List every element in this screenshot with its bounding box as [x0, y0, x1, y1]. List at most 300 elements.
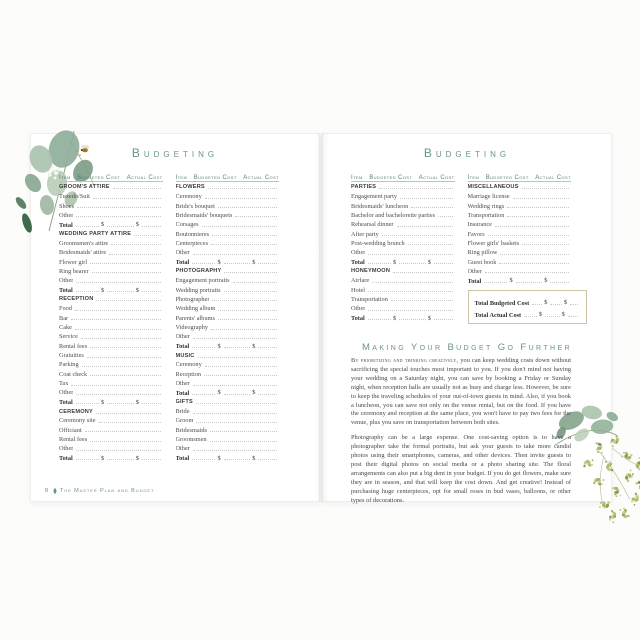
budget-item-row	[176, 238, 280, 247]
item-label: Bachelor and bachelorette parties	[351, 211, 436, 219]
dotted-leader	[111, 244, 160, 245]
item-label: Post-wedding brunch	[351, 239, 405, 247]
dotted-leader	[205, 366, 277, 367]
dotted-leader	[368, 263, 391, 264]
total-label: Total	[175, 343, 190, 351]
dotted-leader	[96, 413, 161, 414]
item-label: Videography	[175, 324, 208, 331]
dotted-leader	[499, 263, 569, 264]
budget-item-row	[176, 360, 280, 369]
budget-item-row	[176, 191, 280, 200]
dotted-leader	[76, 226, 99, 227]
dotted-leader	[372, 282, 452, 283]
budget-item-row	[59, 266, 163, 275]
budget-item-row	[59, 247, 163, 256]
dotted-leader	[76, 459, 99, 460]
budget-item-row	[176, 434, 280, 443]
dotted-leader	[142, 291, 161, 292]
actual-cost-header: Actual Cost	[126, 175, 163, 181]
dotted-leader	[192, 263, 215, 264]
budget-item-row	[176, 303, 280, 312]
budget-total-row	[351, 257, 455, 266]
item-label: Transportation	[467, 211, 505, 219]
budget-item-row	[176, 247, 280, 256]
total-label: Total	[59, 455, 73, 463]
budget-item-row	[176, 369, 280, 378]
dollar-sign: $	[509, 277, 513, 285]
dotted-leader	[76, 403, 99, 404]
budget-item-row	[59, 350, 163, 359]
budget-item-row	[59, 332, 163, 341]
dotted-leader	[210, 441, 277, 442]
dotted-leader	[198, 357, 277, 358]
dotted-leader	[570, 304, 578, 305]
dollar-sign: $	[252, 342, 256, 350]
budget-item-row	[59, 210, 163, 219]
section-heading: MUSIC	[175, 352, 195, 359]
budget-item-row	[59, 425, 163, 434]
dotted-leader	[107, 291, 134, 292]
dotted-leader	[90, 263, 160, 264]
item-label: Other	[59, 445, 74, 453]
budget-total-row	[59, 285, 163, 294]
dotted-leader	[85, 431, 161, 432]
dotted-leader	[568, 316, 578, 317]
dotted-leader	[211, 244, 277, 245]
budget-section-row	[176, 266, 280, 275]
dotted-leader	[193, 338, 277, 339]
article-heading: Making Your Budget Go Further	[361, 342, 573, 353]
dotted-leader	[218, 207, 277, 208]
budgeted-cost-header: Budgeted Cost	[485, 175, 529, 181]
page-footer	[45, 488, 154, 494]
section-heading: HONEYMOON	[351, 268, 391, 275]
dotted-leader	[76, 291, 99, 292]
dollar-sign: $	[561, 311, 565, 319]
dotted-leader	[500, 254, 569, 255]
dotted-leader	[495, 226, 569, 227]
budget-item-row	[176, 444, 280, 453]
dotted-leader	[212, 235, 277, 236]
dollar-sign: $	[252, 258, 256, 266]
item-label: Tax	[59, 380, 69, 388]
item-label: Officiant	[59, 426, 82, 434]
dotted-leader	[545, 316, 560, 317]
item-header: Item	[351, 175, 363, 181]
budget-item-row	[59, 257, 163, 266]
budget-item-row	[351, 219, 455, 228]
budget-item-row	[59, 275, 163, 284]
item-label: Other	[59, 211, 74, 219]
dotted-leader	[113, 188, 161, 189]
dotted-leader	[507, 216, 569, 217]
dotted-leader	[77, 207, 160, 208]
dotted-leader	[399, 263, 426, 264]
dollar-sign: $	[217, 454, 221, 462]
item-label: Ceremony site	[59, 417, 96, 425]
dollar-sign: $	[135, 398, 139, 406]
dotted-leader	[90, 375, 160, 376]
budget-item-row	[176, 332, 280, 341]
budget-total-row	[59, 397, 163, 406]
budget-section-row	[176, 397, 280, 406]
budget-item-row	[176, 229, 280, 238]
item-label: Reception	[175, 370, 202, 378]
budget-item-row	[176, 210, 280, 219]
budget-column	[59, 171, 163, 462]
dollar-sign: $	[100, 286, 105, 294]
section-heading: PARTIES	[351, 184, 377, 191]
dotted-leader	[92, 272, 161, 273]
budget-item-row	[176, 378, 280, 387]
section-heading: WEDDING PARTY ATTIRE	[59, 231, 132, 238]
section-heading: CEREMONY	[59, 408, 93, 415]
article-body	[351, 357, 571, 512]
dollar-sign: $	[392, 314, 397, 322]
budget-section-row	[59, 294, 163, 303]
item-header: Item	[59, 175, 71, 181]
dotted-leader	[87, 357, 161, 358]
budget-item-row	[468, 201, 572, 210]
item-header: Item	[467, 175, 480, 181]
dotted-leader	[484, 282, 507, 283]
actual-cost-header: Actual Cost	[243, 175, 279, 181]
budget-total-row	[176, 257, 280, 266]
budget-item-row	[468, 191, 572, 200]
item-label: Wedding portraits	[175, 286, 221, 294]
budget-item-row	[351, 275, 455, 284]
budgeted-cost-header: Budgeted Cost	[193, 175, 237, 181]
dotted-leader	[109, 254, 160, 255]
budgeted-cost-header: Budgeted Cost	[369, 175, 413, 181]
dotted-leader	[513, 198, 569, 199]
item-label: Other	[175, 249, 190, 257]
budget-item-row	[59, 378, 163, 387]
dotted-leader	[233, 282, 277, 283]
dotted-leader	[532, 304, 542, 305]
item-label: Bride's bouquet	[175, 202, 215, 210]
dotted-leader	[522, 244, 569, 245]
item-label: Parking	[59, 361, 79, 369]
item-label: Other	[467, 267, 482, 275]
dotted-leader	[258, 459, 277, 460]
dotted-leader	[196, 403, 277, 404]
item-label: Groom	[175, 417, 194, 425]
page-title: Budgeting	[423, 146, 511, 160]
dotted-leader	[368, 310, 452, 311]
item-label: Airfare	[351, 277, 370, 285]
budget-column	[176, 171, 280, 462]
dotted-leader	[212, 300, 277, 301]
item-label: Groomsmen's attire	[59, 239, 109, 247]
budget-item-row	[59, 388, 163, 397]
dotted-leader	[218, 319, 277, 320]
item-header: Item	[175, 175, 188, 181]
budget-item-row	[59, 303, 163, 312]
item-label: Tuxedo/Suit	[59, 193, 90, 201]
item-label: Bridesmaids' luncheon	[351, 202, 409, 210]
dotted-leader	[75, 310, 161, 311]
dotted-leader	[142, 459, 161, 460]
budget-item-row	[468, 229, 572, 238]
item-label: Wedding album	[175, 305, 216, 313]
item-label: After party	[351, 230, 379, 238]
budget-item-row	[59, 322, 163, 331]
item-label: Bride	[175, 408, 190, 416]
section-heading: GROOM'S ATTIRE	[59, 184, 110, 191]
dotted-leader	[204, 375, 277, 376]
item-label: Wedding rings	[467, 202, 505, 210]
item-label: Cake	[59, 324, 72, 331]
total-label: Total	[59, 221, 73, 229]
dotted-leader	[208, 188, 277, 189]
budget-item-row	[59, 434, 163, 443]
dollar-sign: $	[252, 389, 256, 397]
budget-section-row	[59, 182, 163, 191]
dotted-leader	[224, 347, 251, 348]
section-heading: PHOTOGRAPHY	[175, 268, 222, 275]
budget-item-row	[468, 219, 572, 228]
dotted-leader	[393, 272, 452, 273]
budget-item-row	[468, 266, 572, 275]
dotted-leader	[524, 316, 537, 317]
budget-section-row	[176, 350, 280, 359]
dotted-leader	[379, 188, 452, 189]
item-label: Hotel	[351, 286, 365, 294]
grand-total-label: Total Budgeted Cost	[474, 299, 530, 307]
budget-table-left-page	[59, 171, 279, 462]
fleuron-icon	[52, 488, 58, 494]
budget-section-row	[59, 229, 163, 238]
item-label: Other	[175, 445, 190, 453]
total-label: Total	[175, 389, 190, 397]
budget-item-row	[468, 257, 572, 266]
page-title: Budgeting	[131, 146, 219, 160]
item-label: Ceremony	[175, 193, 202, 201]
budget-item-row	[59, 191, 163, 200]
item-label: Ceremony	[175, 361, 202, 369]
dotted-leader	[107, 459, 134, 460]
grand-total-label: Total Actual Cost	[474, 311, 522, 319]
item-label: Ring bearer	[59, 267, 89, 275]
dotted-leader	[193, 450, 277, 451]
item-label: Insurance	[467, 221, 492, 229]
dotted-leader	[368, 319, 391, 320]
budget-total-row	[176, 453, 280, 462]
dollar-sign: $	[427, 258, 431, 266]
budget-item-row	[176, 313, 280, 322]
budget-item-row	[351, 247, 455, 256]
dotted-leader	[90, 347, 160, 348]
budget-item-row	[59, 369, 163, 378]
item-label: Ring pillow	[467, 249, 498, 257]
dollar-sign: $	[538, 311, 543, 319]
item-label: Bridesmaids' bouquets	[175, 211, 233, 219]
item-label: Guest book	[467, 258, 497, 266]
dotted-leader	[142, 403, 161, 404]
budget-item-row	[176, 416, 280, 425]
budget-total-row	[351, 313, 455, 322]
section-heading: RECEPTION	[59, 296, 94, 303]
item-label: Other	[59, 277, 74, 285]
budget-item-row	[59, 341, 163, 350]
item-label: Gratuities	[59, 352, 84, 360]
dollar-sign: $	[217, 342, 221, 350]
dotted-leader	[434, 319, 453, 320]
dollar-sign: $	[217, 258, 221, 266]
item-label: Engagement portraits	[175, 277, 230, 285]
budget-item-row	[468, 238, 572, 247]
item-label: Other	[59, 389, 74, 397]
budget-item-row	[59, 444, 163, 453]
dollar-sign: $	[135, 454, 139, 462]
dotted-leader	[224, 459, 251, 460]
budget-item-row	[351, 303, 455, 312]
dotted-leader	[107, 403, 134, 404]
dotted-leader	[224, 272, 277, 273]
budget-item-row	[59, 238, 163, 247]
dotted-leader	[96, 300, 160, 301]
budget-item-row	[351, 238, 455, 247]
dotted-leader	[75, 329, 161, 330]
page-number: 8	[45, 488, 50, 494]
dotted-leader	[193, 254, 277, 255]
budgeted-cost-header: Budgeted Cost	[77, 175, 121, 181]
budget-item-row	[59, 313, 163, 322]
dollar-sign: $	[427, 314, 431, 322]
budget-section-row	[468, 182, 572, 191]
dotted-leader	[76, 216, 160, 217]
budget-item-row	[176, 285, 280, 294]
lead-in-small-caps: By prioritizing and thinking creatively,	[351, 357, 459, 364]
dotted-leader	[391, 300, 453, 301]
item-label: Food	[59, 305, 72, 313]
section-heading: MISCELLANEOUS	[467, 184, 519, 191]
dotted-leader	[211, 329, 277, 330]
dotted-leader	[438, 216, 452, 217]
item-label: Groomsmen	[175, 436, 207, 444]
dotted-leader	[522, 188, 569, 189]
item-label: Photographer	[175, 295, 210, 303]
dotted-leader	[485, 272, 569, 273]
section-heading: GIFTS	[175, 399, 193, 406]
budget-item-row	[351, 201, 455, 210]
dotted-leader	[258, 347, 277, 348]
item-label: Other	[351, 249, 366, 257]
budget-section-row	[59, 406, 163, 415]
dotted-leader	[516, 282, 543, 283]
dotted-leader	[193, 385, 277, 386]
dollar-sign: $	[100, 221, 105, 229]
budget-item-row	[351, 191, 455, 200]
dotted-leader	[192, 459, 215, 460]
dotted-leader	[258, 394, 277, 395]
dotted-leader	[76, 450, 160, 451]
item-label: Rental fees	[59, 342, 88, 350]
total-label: Total	[351, 259, 365, 267]
actual-cost-header: Actual Cost	[418, 175, 455, 181]
item-label: Service	[59, 333, 78, 341]
total-label: Total	[59, 399, 73, 407]
grand-totals-box	[468, 290, 588, 324]
dollar-sign: $	[135, 286, 139, 294]
dollar-sign: $	[544, 299, 548, 307]
total-label: Total	[175, 455, 190, 463]
item-label: Flower girl	[59, 258, 88, 266]
budget-column	[468, 171, 572, 324]
budget-item-row	[351, 229, 455, 238]
dotted-leader	[82, 366, 161, 367]
actual-cost-header: Actual Cost	[535, 175, 571, 181]
dollar-sign: $	[392, 258, 397, 266]
budget-item-row	[59, 360, 163, 369]
budget-total-row	[59, 453, 163, 462]
dotted-leader	[397, 226, 453, 227]
total-label: Total	[175, 259, 190, 267]
dotted-leader	[76, 282, 160, 283]
item-label: Rental fees	[59, 436, 88, 444]
item-label: Engagement party	[351, 193, 397, 201]
dotted-leader	[93, 198, 161, 199]
budget-item-row	[351, 294, 455, 303]
dotted-leader	[142, 226, 161, 227]
total-label: Total	[351, 315, 365, 323]
dotted-leader	[99, 422, 161, 423]
budget-section-row	[351, 182, 455, 191]
column-header-row	[468, 171, 572, 182]
budget-item-row	[176, 406, 280, 415]
item-label: Bridesmaids	[175, 426, 207, 434]
item-label: Boutonnieres	[175, 230, 210, 238]
dotted-leader	[76, 394, 160, 395]
dollar-sign: $	[252, 454, 256, 462]
item-label: Centerpieces	[175, 239, 209, 247]
item-label: Other	[175, 380, 190, 388]
dotted-leader	[90, 441, 160, 442]
dotted-leader	[258, 263, 277, 264]
dotted-leader	[196, 422, 277, 423]
dotted-leader	[550, 282, 569, 283]
dollar-sign: $	[135, 221, 139, 229]
budget-item-row	[176, 201, 280, 210]
budget-item-row	[176, 322, 280, 331]
dotted-leader	[368, 254, 452, 255]
item-label: Rehearsal dinner	[351, 221, 394, 229]
dotted-leader	[550, 304, 562, 305]
dotted-leader	[408, 244, 453, 245]
dotted-leader	[193, 413, 278, 414]
dotted-leader	[210, 431, 277, 432]
dotted-leader	[368, 291, 453, 292]
dotted-leader	[218, 310, 277, 311]
paragraph-1: By prioritizing and thinking creatively, you can keep wedding costs down without sacrificing the special touches most important to you. If you don't mind not having your wedding on a Saturday night, you can save by booking a Friday or Sunday night, when reception halls are usually not as busy and charge less. However, be sure to keep the traveling schedules of your out-of-town guests in mind. Also, if you book a luncheon, you can save not only on the venue rental, but on the food. If you have the ceremony and reception at the same place, you won't have to pay two fees for the venue, plus you save on transportation between both sites.	[351, 357, 571, 427]
budget-section-row	[351, 266, 455, 275]
dotted-leader	[71, 385, 160, 386]
item-label: Bridesmaids' attire	[59, 249, 107, 257]
budget-item-row	[468, 210, 572, 219]
budget-item-row	[176, 425, 280, 434]
dotted-leader	[224, 394, 251, 395]
item-label: Favors	[467, 230, 485, 238]
section-heading: FLOWERS	[175, 184, 205, 191]
grand-total-row	[475, 307, 581, 319]
dollar-sign: $	[100, 454, 105, 462]
budget-column	[351, 171, 455, 324]
footer-chapter-title: The Master Plan and Budget	[60, 488, 155, 494]
item-label: Corsages	[175, 221, 199, 229]
budget-item-row	[176, 219, 280, 228]
budget-item-row	[176, 294, 280, 303]
